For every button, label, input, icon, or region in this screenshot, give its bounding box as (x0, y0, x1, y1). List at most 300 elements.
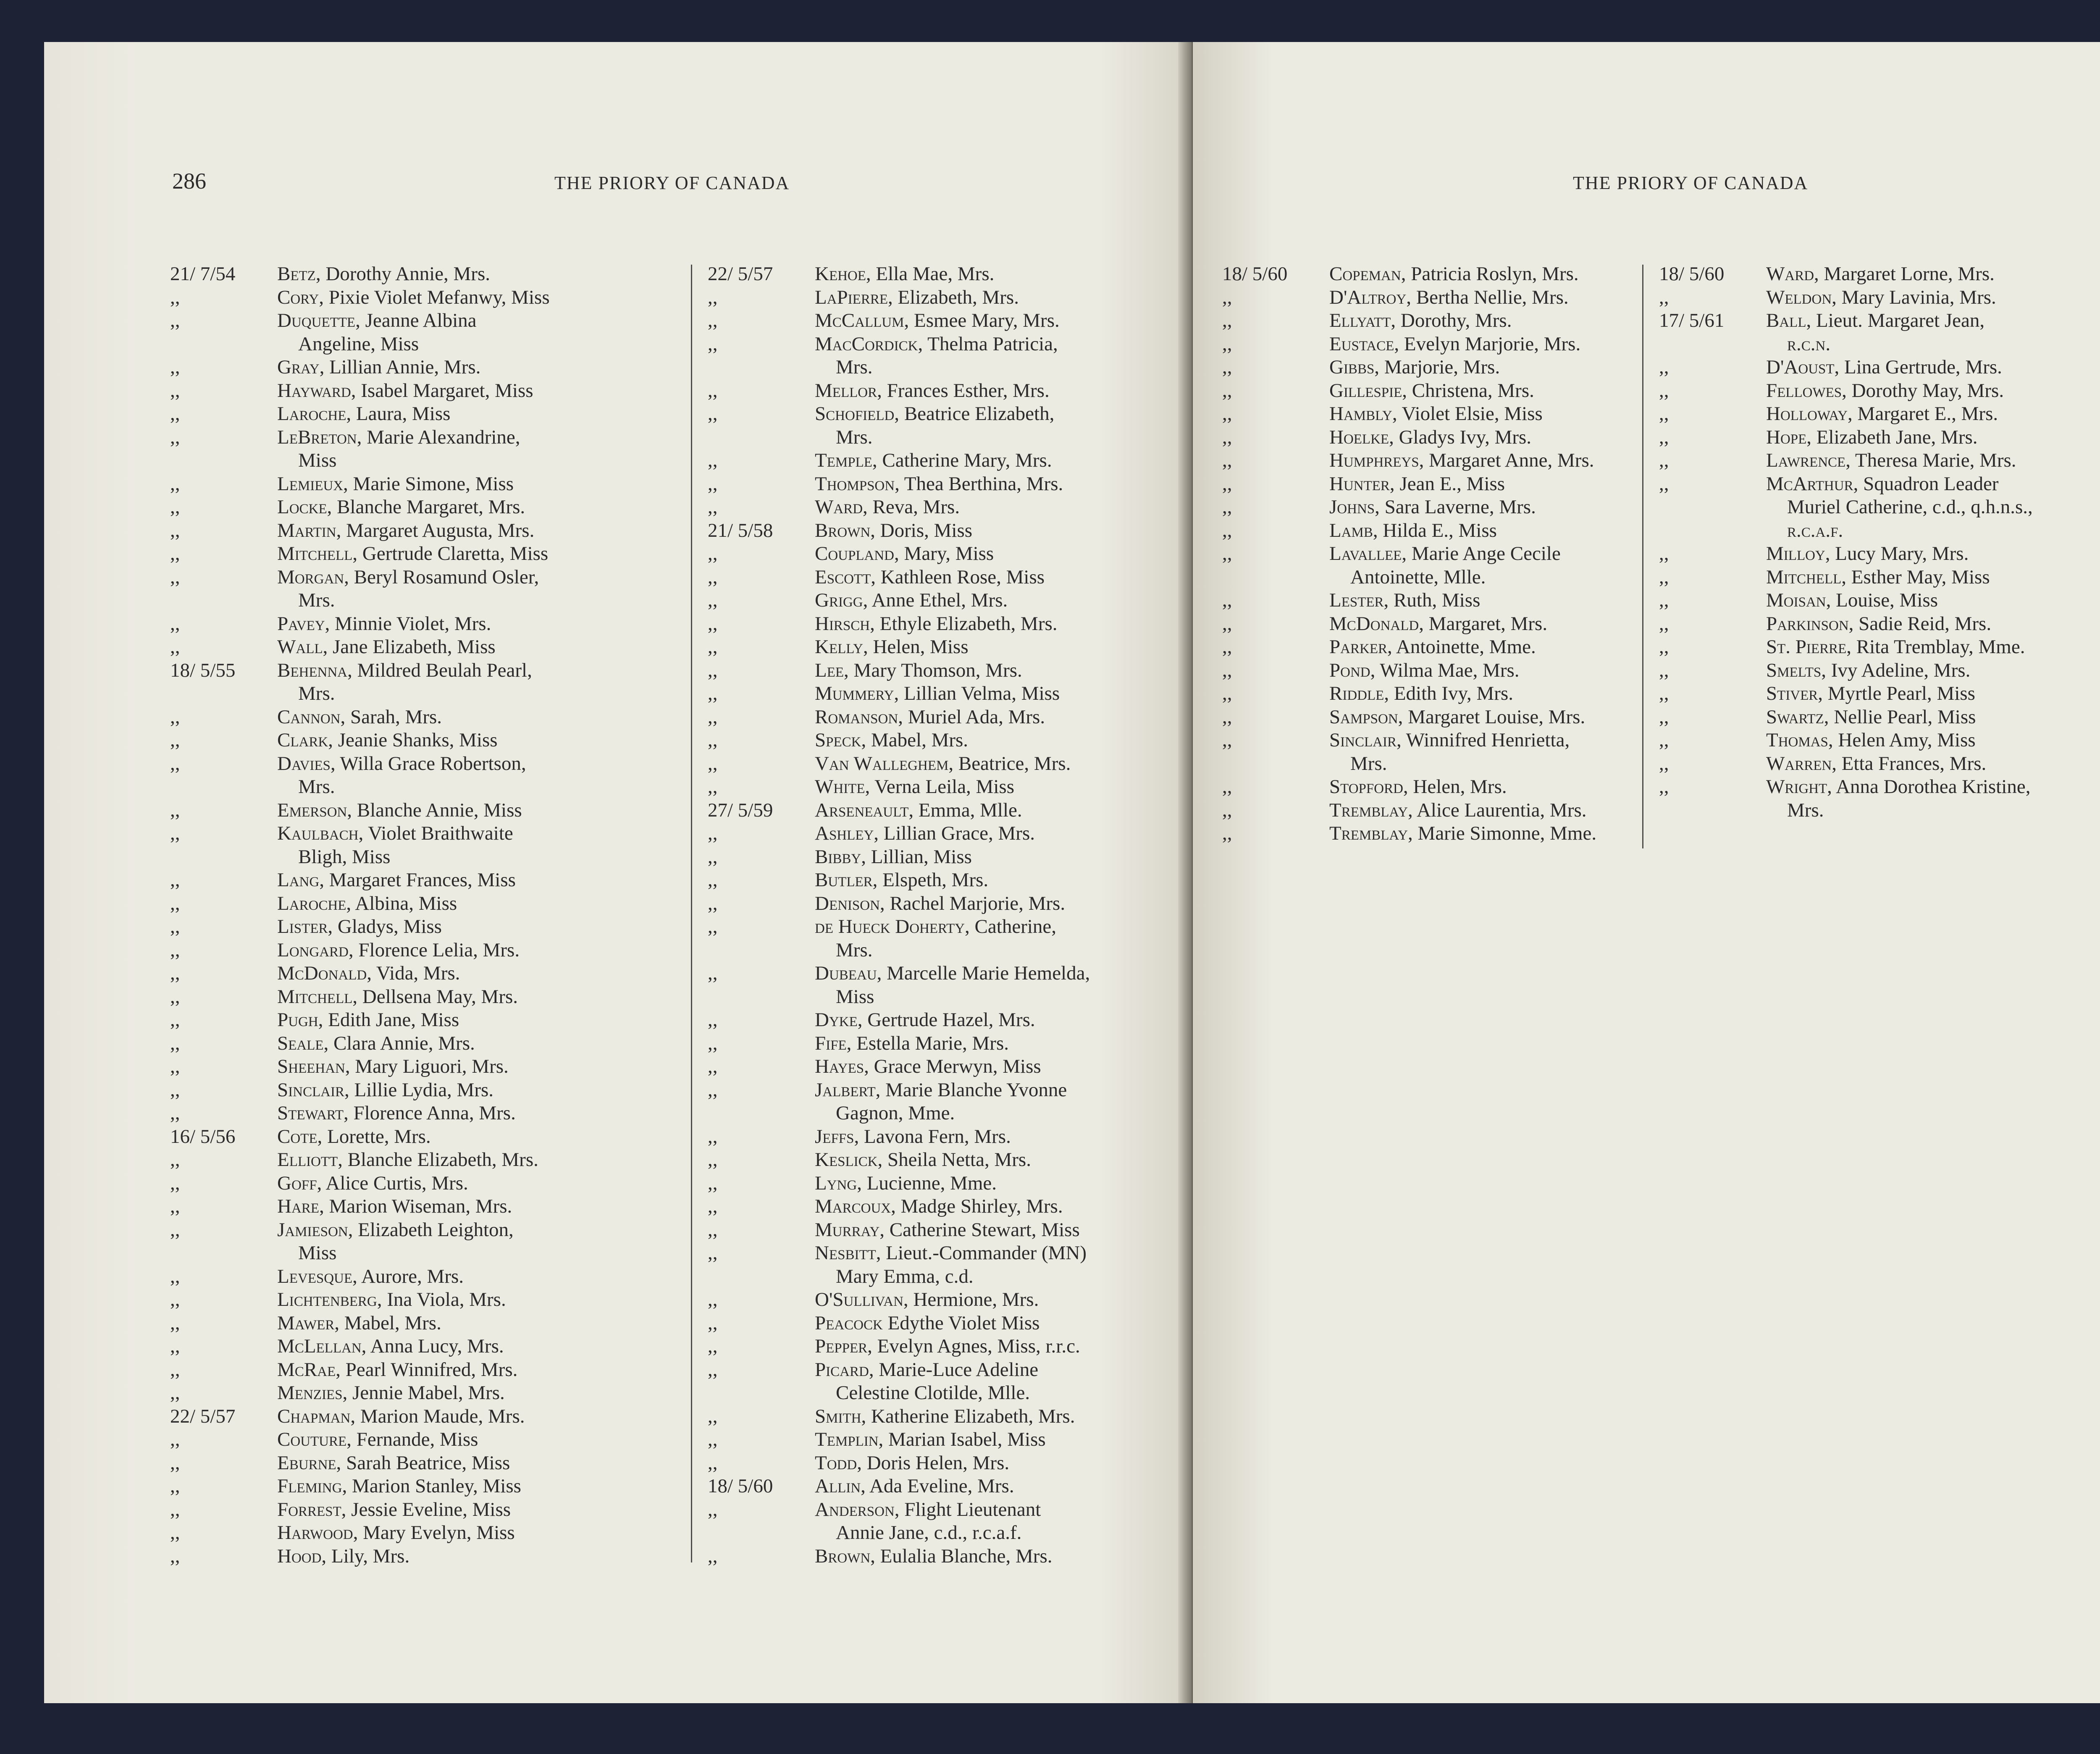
given-names: Marie-Luce Adeline (874, 1358, 1039, 1381)
admission-date: ,, (708, 683, 718, 704)
given-names: Anna Dorothea Kristine, (1832, 776, 2031, 798)
surname: St. Pierre, (1766, 636, 1852, 658)
member-name (815, 1452, 1170, 1475)
surname: Harwood, (277, 1522, 358, 1544)
list-item (170, 1405, 716, 1428)
list-item (1659, 426, 2100, 449)
list-item (708, 1521, 1170, 1545)
surname: Van Walleghem, (815, 752, 954, 775)
surname: LeBreton, (277, 426, 362, 448)
list-item (170, 706, 716, 729)
given-names: Willa Grace Robertson, (335, 752, 526, 775)
admission-date (1659, 333, 1766, 356)
surname: Schofield, (815, 403, 900, 425)
admission-date: ,, (708, 1312, 718, 1334)
list-item (1222, 426, 1684, 449)
surname: Lester, (1329, 589, 1389, 611)
list-item (708, 356, 1170, 379)
admission-date: 18/ 5/55 (170, 659, 236, 681)
member-name (1329, 333, 1684, 356)
list-item (708, 1032, 1170, 1056)
admission-date: ,, (708, 1428, 718, 1450)
member-name (815, 1475, 1170, 1498)
admission-date: ,, (1659, 403, 1669, 425)
admission-date: ,, (170, 566, 180, 588)
list-item (1659, 729, 2100, 752)
member-name (277, 379, 716, 403)
list-item (708, 915, 1170, 939)
list-item (170, 1102, 716, 1125)
list-item (1659, 612, 2100, 636)
member-name (277, 519, 716, 543)
admission-date: ,, (708, 310, 718, 331)
member-name (277, 706, 716, 729)
given-names: Theresa Marie, Mrs. (1850, 449, 2016, 471)
given-names: Margaret Frances, Miss (324, 869, 516, 891)
member-name (1766, 659, 2100, 683)
admission-date: ,, (170, 1452, 180, 1474)
member-name (815, 892, 1170, 916)
surname: Mitchell, (277, 543, 358, 565)
surname: Menzies, (277, 1382, 348, 1404)
surname: Murray, (815, 1218, 885, 1241)
list-item (170, 1218, 716, 1242)
member-name (277, 1335, 716, 1358)
list-item (708, 799, 1170, 822)
member-name (1766, 379, 2100, 403)
admission-date: ,, (170, 1545, 180, 1567)
admission-date: ,, (708, 1405, 718, 1427)
list-item (708, 892, 1170, 916)
member-name (815, 799, 1170, 822)
list-item (708, 402, 1170, 426)
admission-date: ,, (708, 1218, 718, 1241)
given-names: Angeline, Miss (298, 333, 419, 355)
list-item (170, 1079, 716, 1102)
list-item (708, 985, 1170, 1009)
admission-date: ,, (170, 1498, 180, 1520)
surname: Copeman, (1329, 263, 1406, 285)
surname: Romanson, (815, 706, 903, 728)
surname: Cory, (277, 286, 324, 308)
admission-date: ,, (170, 379, 180, 402)
given-names: Lorette, Mrs. (322, 1125, 431, 1147)
admission-date: ,, (1222, 706, 1232, 728)
surname: Fellowes, (1766, 379, 1847, 402)
member-name (277, 612, 716, 636)
list-item (1222, 682, 1684, 706)
surname: Brown, (815, 519, 875, 541)
member-name (815, 286, 1170, 310)
given-names: Edith Ivy, Mrs. (1389, 683, 1513, 704)
surname: Lavallee, (1329, 543, 1407, 565)
given-names: Ada Eveline, Mrs. (865, 1475, 1014, 1497)
list-item (708, 589, 1170, 612)
given-names: Florence Lelia, Mrs. (353, 939, 520, 961)
list-item (170, 1381, 716, 1405)
admission-date: ,, (708, 892, 718, 914)
surname: Parker, (1329, 636, 1392, 658)
given-names: Lillian Annie, Mrs. (324, 356, 481, 378)
surname: Nesbitt, (815, 1242, 881, 1264)
list-item (708, 845, 1170, 869)
admission-date: ,, (1659, 286, 1669, 308)
list-item (170, 1242, 716, 1265)
surname: Hirsch, (815, 612, 875, 635)
surname: Hambly, (1329, 403, 1397, 425)
admission-date (170, 449, 277, 473)
list-item (708, 682, 1170, 706)
list-item (1659, 635, 2100, 659)
given-names: Antoinette, Mme. (1392, 636, 1536, 658)
given-names: Miss (298, 449, 337, 471)
list-item (708, 1288, 1170, 1312)
given-names: Flight Lieutenant (899, 1498, 1041, 1520)
member-name (1329, 659, 1684, 683)
admission-date (708, 1265, 815, 1289)
given-names: Gertrude Claretta, Miss (357, 543, 549, 565)
member-name (815, 1288, 1170, 1312)
surname: Denison, (815, 892, 885, 914)
list-item (1659, 263, 2100, 286)
admission-date: ,, (1659, 356, 1669, 378)
surname: Pond, (1329, 659, 1376, 681)
given-names: Alice Curtis, Mrs. (322, 1172, 468, 1194)
admission-date: ,, (708, 1335, 718, 1357)
given-names: Helen, Mrs. (1408, 776, 1507, 798)
list-item (708, 1545, 1170, 1568)
surname: Butler, (815, 869, 878, 891)
list-item (708, 1172, 1170, 1195)
admission-date: ,, (708, 962, 718, 984)
surname: Peacock (815, 1312, 883, 1334)
admission-date: ,, (1222, 356, 1232, 378)
given-names: Katherine Elizabeth, Mrs. (866, 1405, 1075, 1427)
surname: Lawrence, (1766, 449, 1851, 471)
member-name (1766, 752, 2100, 776)
given-names: Albina, Miss (351, 892, 457, 914)
member-name (815, 402, 1170, 426)
list-item (1222, 402, 1684, 426)
right-page (1193, 42, 2100, 1703)
member-name (1766, 519, 2100, 543)
member-name (277, 682, 716, 706)
surname: Parkinson, (1766, 612, 1854, 635)
given-names: Miss (836, 985, 874, 1008)
admission-date: ,, (708, 1289, 718, 1310)
given-names: Sarah, Mrs. (345, 706, 442, 728)
list-item (708, 1475, 1170, 1498)
given-names: Jeanie Shanks, Miss (333, 729, 498, 751)
member-name (277, 566, 716, 589)
given-names: Dellsena May, Mrs. (357, 985, 518, 1008)
admission-date: ,, (1222, 729, 1232, 751)
admission-date: ,, (170, 962, 180, 984)
given-names: Mary Liguori, Mrs. (350, 1056, 509, 1077)
list-item (1222, 333, 1684, 356)
surname: Morgan, (277, 566, 349, 588)
member-name (277, 402, 716, 426)
member-name (277, 1428, 716, 1452)
list-item (708, 962, 1170, 985)
admission-date: ,, (708, 1242, 718, 1264)
admission-date: ,, (170, 543, 180, 565)
member-name (815, 1008, 1170, 1032)
list-item (170, 286, 716, 310)
surname: de Hueck Doherty, (815, 916, 970, 937)
list-item (1659, 333, 2100, 356)
given-names: Louise, Miss (1831, 589, 1938, 611)
list-item (1222, 309, 1684, 333)
given-names: Hermione, Mrs. (908, 1289, 1039, 1310)
surname: Ward, (1766, 263, 1819, 285)
surname: Ellyatt, (1329, 310, 1396, 331)
given-names: Miss (298, 1242, 337, 1264)
surname: Hood, (277, 1545, 327, 1567)
given-names: Margaret, Mrs. (1423, 612, 1548, 635)
member-name (1766, 706, 2100, 729)
list-item (170, 752, 716, 776)
surname: Kehoe, (815, 263, 871, 285)
surname: Seale, (277, 1032, 329, 1054)
surname: Temple, (815, 449, 877, 471)
surname: Milloy, (1766, 543, 1830, 565)
list-item (170, 845, 716, 869)
list-item (170, 1358, 716, 1382)
admission-date: ,, (1222, 543, 1232, 565)
list-item (708, 706, 1170, 729)
given-names: Margaret E., Mrs. (1852, 403, 1998, 425)
given-names: Muriel Catherine, c.d., q.h.n.s., (1787, 496, 2033, 518)
given-names: Rachel Marjorie, Mrs. (885, 892, 1066, 914)
given-names: Mabel, Mrs. (866, 729, 969, 751)
list-item (170, 635, 716, 659)
given-names: Clara Annie, Mrs. (328, 1032, 475, 1054)
list-item (170, 402, 716, 426)
member-name (277, 1381, 716, 1405)
given-names: Isabel Margaret, Miss (356, 379, 533, 402)
admission-date: 18/ 5/60 (1222, 263, 1288, 285)
surname: Longard, (277, 939, 354, 961)
member-name (815, 729, 1170, 752)
list-item (1222, 379, 1684, 403)
admission-date (708, 426, 815, 449)
admission-date: ,, (708, 822, 718, 844)
surname: Wall, (277, 636, 328, 658)
surname: Hoelke, (1329, 426, 1394, 448)
admission-date: ,, (708, 1032, 718, 1054)
given-names: Sara Laverne, Mrs. (1379, 496, 1536, 518)
member-name (815, 1172, 1170, 1195)
surname: Allin, (815, 1475, 866, 1497)
surname: Elliott, (277, 1149, 343, 1171)
member-name (277, 752, 716, 776)
admission-date: ,, (708, 589, 718, 611)
admission-date: ,, (170, 1056, 180, 1077)
given-names: Lucienne, Mme. (861, 1172, 997, 1194)
admission-date: 22/ 5/57 (170, 1405, 236, 1427)
surname: Lister, (277, 916, 333, 937)
given-names: Doris, Miss (875, 519, 973, 541)
given-names: Winnifred Henrietta, (1401, 729, 1570, 751)
given-names: Aurore, Mrs. (357, 1265, 464, 1287)
surname: Marcoux, (815, 1195, 896, 1217)
surname: Arseneault, (815, 799, 914, 821)
list-item (170, 1475, 716, 1498)
surname: Wright, (1766, 776, 1832, 798)
admission-date: ,, (1222, 333, 1232, 355)
given-names: Lina Gertrude, Mrs. (1839, 356, 2002, 378)
given-names: Catherine, (969, 916, 1056, 937)
member-name (277, 589, 716, 612)
admission-date: ,, (1659, 776, 1669, 798)
member-name (815, 542, 1170, 566)
given-names: Bligh, Miss (298, 845, 391, 868)
list-item (170, 566, 716, 589)
member-name (1329, 589, 1684, 612)
list-item (1659, 799, 2100, 822)
given-names: Ina Viola, Mrs. (382, 1289, 506, 1310)
admission-date (708, 356, 815, 379)
given-names: Lillian, Miss (866, 845, 972, 868)
member-name (1766, 635, 2100, 659)
list-item (708, 635, 1170, 659)
given-names: Edythe Violet Miss (882, 1312, 1040, 1334)
member-name (815, 682, 1170, 706)
given-names: Hilda E., Miss (1378, 519, 1497, 541)
list-item (1659, 496, 2100, 519)
member-name (1766, 402, 2100, 426)
surname: Templin, (815, 1428, 884, 1450)
list-item (708, 542, 1170, 566)
surname: Mawer, (277, 1312, 340, 1334)
member-name (815, 333, 1170, 356)
list-item (1222, 729, 1684, 752)
member-name (1329, 356, 1684, 379)
surname: Levesque, (277, 1265, 357, 1287)
member-name (1766, 589, 2100, 612)
admission-date: ,, (1659, 729, 1669, 751)
surname: Hare, (277, 1195, 324, 1217)
running-header: THE PRIORY OF CANADA (554, 173, 790, 193)
admission-date (1222, 566, 1329, 589)
given-names: Ruth, Miss (1389, 589, 1480, 611)
list-item (708, 612, 1170, 636)
list-item (1222, 752, 1684, 776)
member-name (815, 1242, 1170, 1265)
admission-date: ,, (170, 939, 180, 961)
member-name (1766, 449, 2100, 473)
admission-date: ,, (170, 356, 180, 378)
given-names: Jeanne Albina (360, 310, 477, 331)
admission-date: ,, (170, 1335, 180, 1357)
list-item (708, 1428, 1170, 1452)
list-item (170, 1288, 716, 1312)
list-item (170, 496, 716, 519)
list-item (708, 426, 1170, 449)
admission-date: ,, (1222, 612, 1232, 635)
admission-date: ,, (708, 776, 718, 798)
admission-date (708, 1381, 815, 1405)
member-name (277, 1452, 716, 1475)
admission-date: ,, (708, 1452, 718, 1474)
surname: Goff, (277, 1172, 322, 1194)
member-name (277, 1172, 716, 1195)
surname: LaPierre, (815, 286, 893, 308)
given-names: Jane Elizabeth, Miss (328, 636, 496, 658)
given-names: Mrs. (836, 939, 873, 961)
member-name (815, 1032, 1170, 1056)
list-item (1222, 635, 1684, 659)
given-names: Vida, Mrs. (371, 962, 460, 984)
member-name (1329, 822, 1684, 845)
given-names: Ivy Adeline, Mrs. (1826, 659, 1971, 681)
column-divider (1642, 265, 1643, 848)
given-names: Frances Esther, Mrs. (882, 379, 1050, 402)
list-item (1222, 263, 1684, 286)
given-names: Nellie Pearl, Miss (1829, 706, 1976, 728)
admission-date: ,, (1222, 473, 1232, 495)
list-item (1222, 822, 1684, 845)
list-item (170, 519, 716, 543)
list-item (170, 1125, 716, 1149)
member-name (1766, 473, 2100, 496)
surname: Holloway, (1766, 403, 1853, 425)
list-item (708, 519, 1170, 543)
list-item (170, 1521, 716, 1545)
surname: Duquette, (277, 310, 360, 331)
member-name (1329, 449, 1684, 473)
member-name (277, 1521, 716, 1545)
surname: Locke, (277, 496, 332, 518)
member-name (815, 1498, 1170, 1522)
admission-date: ,, (708, 1149, 718, 1171)
member-name (1329, 799, 1684, 822)
admission-date: ,, (1222, 683, 1232, 704)
admission-date: ,, (1659, 589, 1669, 611)
admission-date: ,, (1222, 310, 1232, 331)
given-names: Pearl Winnifred, Mrs. (340, 1358, 518, 1381)
surname: Stewart, (277, 1102, 349, 1124)
member-name (1329, 682, 1684, 706)
member-list-column (1222, 263, 1684, 845)
given-names: Wilma Mae, Mrs. (1375, 659, 1520, 681)
admission-date (1659, 496, 1766, 519)
member-name (815, 1218, 1170, 1242)
member-name (277, 892, 716, 916)
given-names: Margaret Lorne, Mrs. (1819, 263, 1995, 285)
member-name (815, 1195, 1170, 1218)
given-names: Patricia Roslyn, Mrs. (1406, 263, 1579, 285)
admission-date: 18/ 5/60 (1659, 263, 1725, 285)
admission-date: ,, (1222, 659, 1232, 681)
member-name (1329, 706, 1684, 729)
admission-date: ,, (708, 473, 718, 495)
admission-date: ,, (1659, 543, 1669, 565)
surname: Laroche, (277, 403, 352, 425)
surname: Jalbert, (815, 1079, 881, 1101)
admission-date: ,, (708, 869, 718, 891)
member-name (277, 263, 716, 286)
list-item (170, 1498, 716, 1522)
surname: Escott, (815, 566, 876, 588)
given-names: Anna Lucy, Mrs. (366, 1335, 504, 1357)
surname: Riddle, (1329, 683, 1389, 704)
member-name (277, 1312, 716, 1335)
member-name (277, 845, 716, 869)
list-item (1659, 542, 2100, 566)
list-item (170, 799, 716, 822)
